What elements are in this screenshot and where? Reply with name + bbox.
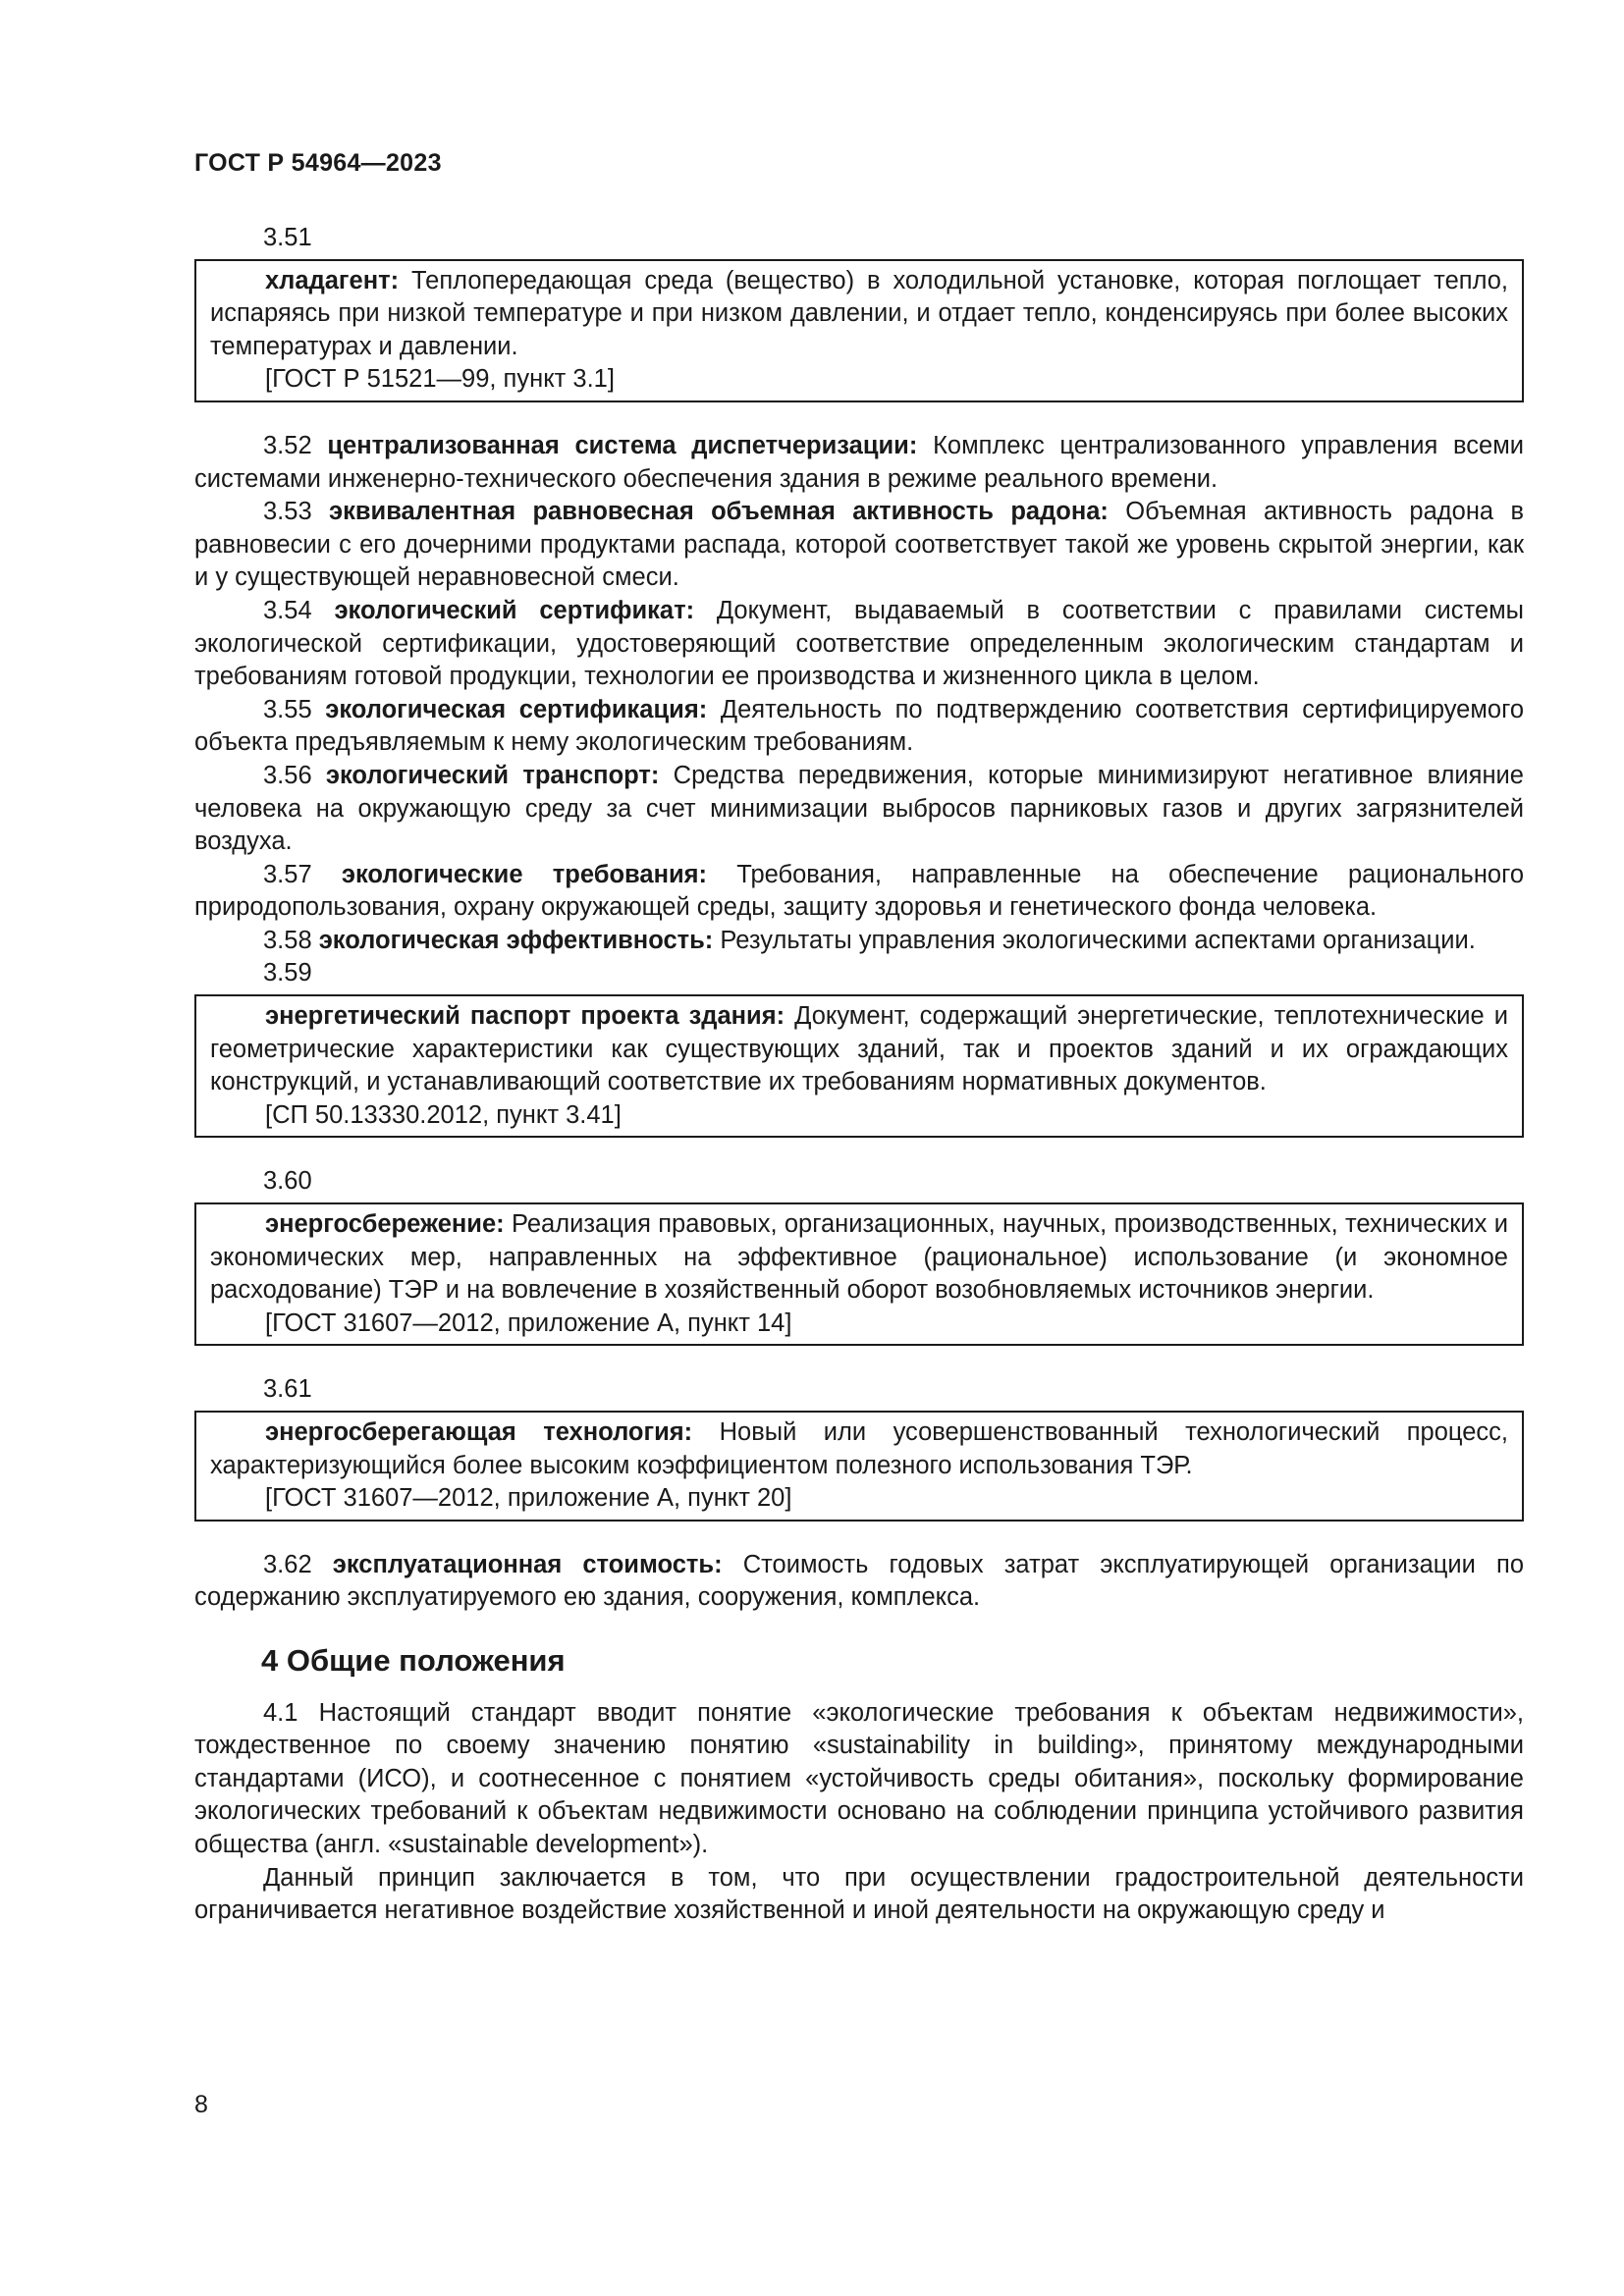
section-heading: 4 Общие положения [261, 1642, 566, 1678]
document-code: ГОСТ Р 54964—2023 [194, 149, 442, 177]
term-definition [210, 1000, 1508, 1099]
document-body [194, 222, 1524, 1928]
term-name: экологический сертификат: [334, 596, 695, 624]
term-number: 3.55 [263, 695, 326, 723]
term-number-3-61: 3.61 [263, 1375, 312, 1404]
term-box-3-60 [194, 1202, 1524, 1346]
term-name: экологическая эффективность: [318, 926, 714, 954]
term-reference: [СП 50.13330.2012, пункт 3.41] [265, 1100, 622, 1129]
term-name: централизованная система диспетчеризации: [327, 431, 918, 459]
term-3-56 [194, 760, 1524, 859]
definition-text: Документ, выдаваемый в соответствии с правилами системы экологической сертификации, удостоверяющий соответствие определенным экологическим стандартам и требованиям готовой продукции, технологии ее производства и жизненного цикла в целом. [194, 596, 1524, 691]
term-number-3-59: 3.59 [263, 959, 312, 988]
term-number: 3.53 [263, 498, 329, 526]
term-number: 3.58 [263, 926, 319, 954]
definition-text: Средства передвижения, которые минимизируют негативное влияние человека на окружающую среду за счет минимизации выбросов парниковых газов и других загрязнителей воздуха. [194, 761, 1524, 856]
term-name: энергосбережение: [265, 1210, 505, 1239]
term-box-3-61 [194, 1411, 1524, 1522]
definition-text: Стоимость годовых затрат эксплуатирующей организации по содержанию эксплуатируемого ею здания, сооружения, комплекса. [194, 1550, 1524, 1612]
term-name: экологический транспорт: [325, 761, 660, 789]
term-3-53 [194, 496, 1524, 595]
term-number: 3.52 [263, 431, 328, 459]
definition-text: Деятельность по подтверждению соответствия сертифицируемого объекта предъявляемым к нему экологическим требованиям. [194, 695, 1524, 757]
term-definition [210, 1416, 1508, 1482]
definition-text: Результаты управления экологическими аспектами организации. [713, 926, 1476, 954]
definition-text: Комплекс централизованного управления всеми системами инженерно-технического обеспечения здания в режиме реального времени. [194, 431, 1524, 493]
definition-text: Новый или усовершенствованный технологический процесс, характеризующийся более высоким коэффициентом полезного использования ТЭР. [210, 1418, 1508, 1479]
term-name: эксплуатационная стоимость: [332, 1550, 723, 1578]
term-number-3-51: 3.51 [263, 224, 312, 251]
term-name: экологические требования: [341, 860, 708, 888]
definition-text: Документ, содержащий энергетические, теплотехнические и геометрические характеристики как существующих зданий, так и проектов зданий и их ограждающих конструкций, и устанавливающий соответствие их требованиям нормативных документов. [210, 1002, 1508, 1096]
term-definition [210, 1208, 1508, 1308]
page-number: 8 [194, 2091, 208, 2118]
term-3-52 [194, 430, 1524, 496]
term-box-3-51 [194, 259, 1524, 402]
term-number-3-60: 3.60 [263, 1167, 312, 1196]
term-3-58 [194, 925, 1524, 958]
term-3-55 [194, 694, 1524, 760]
term-name: хладагент: [265, 266, 400, 294]
term-reference: [ГОСТ 31607—2012, приложение А, пункт 14] [265, 1308, 792, 1337]
term-name: энергетический паспорт проекта здания: [265, 1002, 785, 1031]
term-3-57 [194, 859, 1524, 925]
term-name: экологическая сертификация: [325, 695, 708, 723]
definition-text: Объемная активность радона в равновесии с его дочерними продуктами распада, которой соответствует такой же уровень скрытой энергии, как и у существующей неравновесной смеси. [194, 498, 1525, 592]
term-box-3-59 [194, 994, 1524, 1138]
definition-text: Требования, направленные на обеспечение рационального природопользования, охрану окружающей среды, защиту здоровья и генетического фонда человека. [194, 860, 1525, 922]
term-reference: [ГОСТ 31607—2012, приложение А, пункт 20] [265, 1484, 792, 1513]
definition-text: Реализация правовых, организационных, научных, производственных, технических и экономических мер, направленных на эффективное (рациональное) использование (и экономное расходование) ТЭР и на вовлечение в хозяйственный оборот возобновляемых источников энергии. [210, 1210, 1508, 1305]
term-number: 3.56 [263, 761, 326, 789]
term-name: эквивалентная равновесная объемная активность радона: [329, 498, 1109, 526]
term-3-62 [194, 1549, 1524, 1615]
term-name: энергосберегающая технология: [265, 1418, 693, 1446]
term-3-54 [194, 595, 1524, 694]
term-number: 3.57 [263, 860, 342, 888]
paragraph-principle: Данный принцип заключается в том, что при осуществлении градостроительной деятельности ограничивается негативное воздействие хозяйственной и иной деятельности на окружающую среду и [194, 1863, 1524, 1925]
term-reference: [ГОСТ Р 51521—99, пункт 3.1] [265, 365, 615, 394]
term-definition [210, 265, 1508, 364]
term-number: 3.62 [263, 1550, 333, 1578]
paragraph-4-1: 4.1 Настоящий стандарт вводит понятие «экологические требования к объектам недвижимости», тождественное по своему значению понятию «sustainability in building», принятому международными стандартами (ИСО), и соотнесенное с понятием «устойчивость среды обитания», поскольку формирование экологических требований к объектам недвижимости основано на соблюдении принципа устойчивого развития общества (англ. «sustainable development»). [194, 1698, 1524, 1858]
definition-text: Теплопередающая среда (вещество) в холодильной установке, которая поглощает тепло, испаряясь при низкой температуре и при низком давлении, и отдает тепло, конденсируясь при более высоких температурах и давлении. [210, 266, 1508, 360]
term-number: 3.54 [263, 596, 335, 624]
